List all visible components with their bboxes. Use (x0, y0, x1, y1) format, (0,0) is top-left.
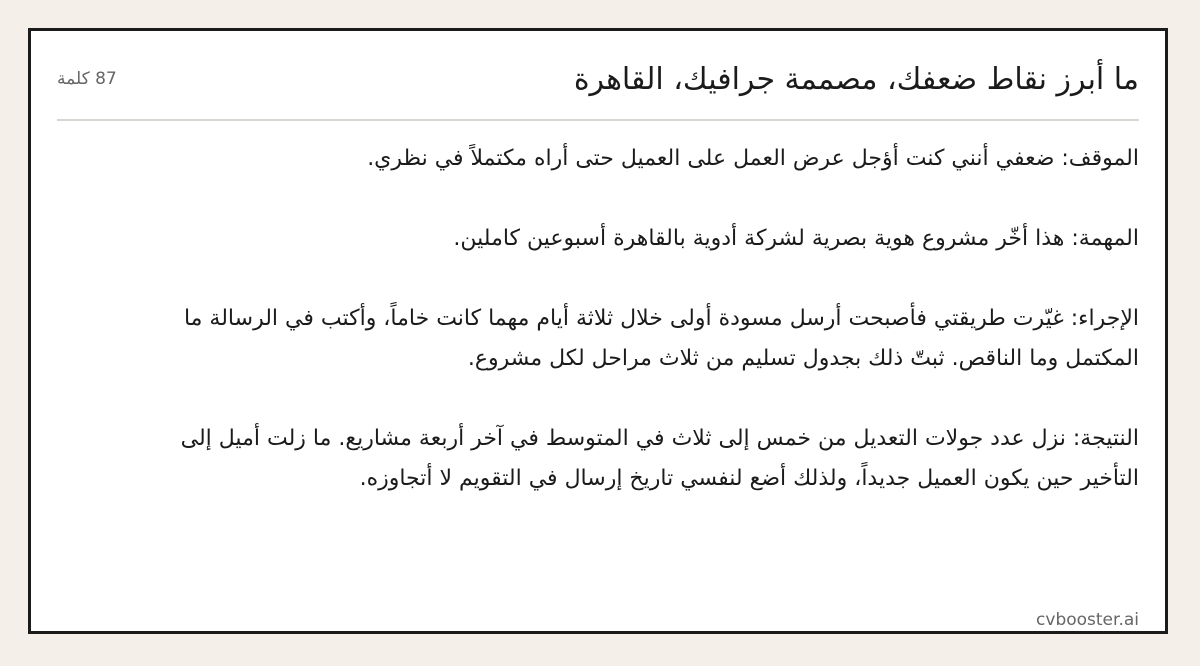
word-count: 87 كلمة (57, 69, 117, 89)
paragraph-result: النتيجة: نزل عدد جولات التعديل من خمس إلى ثلاث في المتوسط في آخر أربعة مشاريع. ما زلت أميل إلى التأخير حين يكون العميل جديداً، ولذلك أضع لنفسي تاريخ إرسال في التقويم لا أتجاوزه. (180, 426, 1139, 491)
paragraph-action: الإجراء: غيّرت طريقتي فأصبحت أرسل مسودة أولى خلال ثلاثة أيام مهما كانت خاماً، وأكتب في الرسالة ما المكتمل وما الناقص. ثبتّ ذلك بجدول تسليم من ثلاث مراحل لكل مشروع. (183, 306, 1139, 371)
watermark: cvbooster.ai (1036, 610, 1139, 630)
paragraph-situation: الموقف: ضعفي أنني كنت أؤجل عرض العمل على العميل حتى أراه مكتملاً في نظري. (367, 146, 1139, 171)
answer-body (179, 139, 1139, 499)
answer-card (28, 28, 1168, 634)
page-title: ما أبرز نقاط ضعفك، مصممة جرافيك، القاهرة (573, 62, 1139, 97)
paragraph-task: المهمة: هذا أخّر مشروع هوية بصرية لشركة أدوية بالقاهرة أسبوعين كاملين. (453, 226, 1139, 251)
card-header (57, 57, 1139, 121)
